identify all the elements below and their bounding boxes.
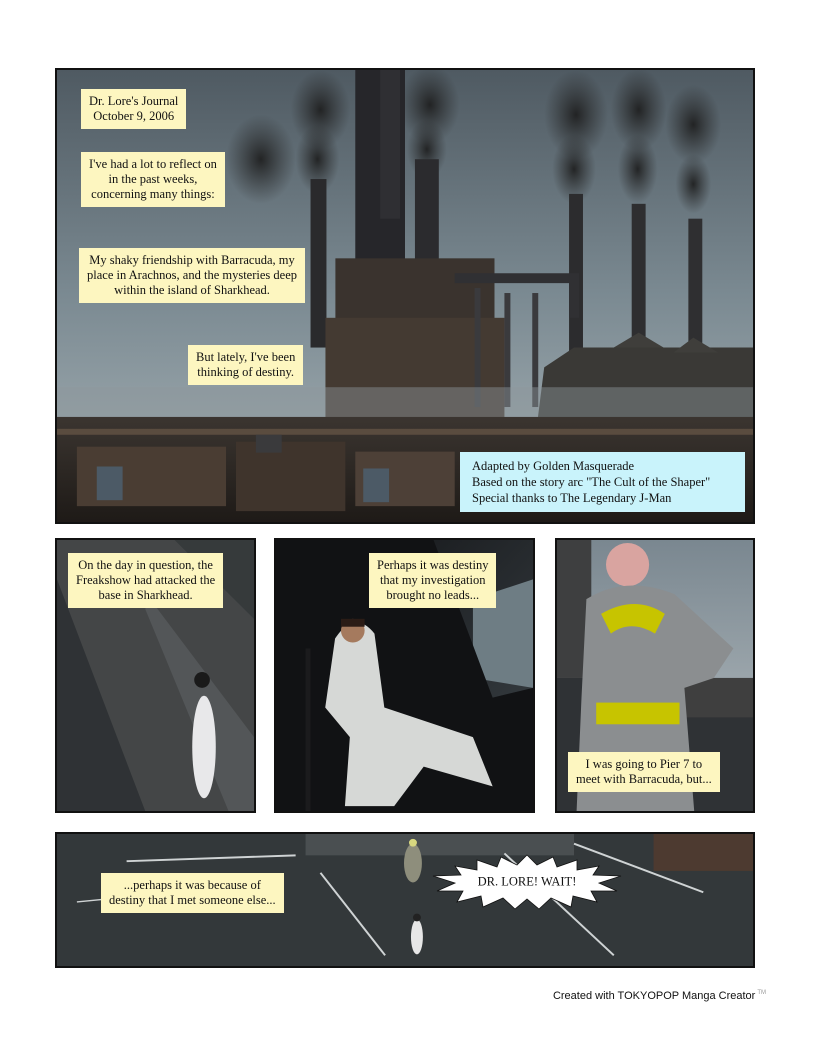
panel-3 [274, 538, 535, 813]
panel-2 [55, 538, 256, 813]
pier-caption: I was going to Pier 7 to meet with Barracuda, but... [568, 752, 720, 792]
footer-credit [553, 990, 766, 1002]
freakshow-caption: On the day in question, the Freakshow had attacked the base in Sharkhead. [68, 553, 223, 608]
reflect-caption: I've had a lot to reflect on in the past weeks, concerning many things: [81, 152, 225, 207]
met-someone-caption: ...perhaps it was because of destiny that I met someone else... [101, 873, 284, 913]
credits-box: Adapted by Golden Masquerade Based on the story arc "The Cult of the Shaper" Special thanks to The Legendary J-Man [460, 452, 745, 512]
friendship-caption: My shaky friendship with Barracuda, my place in Arachnos, and the mysteries deep within the island of Sharkhead. [79, 248, 305, 303]
footer-text: Created with TOKYOPOP Manga Creator [552, 990, 756, 1002]
shout-text: DR. LORE! WAIT! [477, 874, 577, 889]
investigation-caption: Perhaps it was destiny that my investigation brought no leads... [369, 553, 496, 608]
panel-1 [55, 68, 755, 524]
panel-4 [555, 538, 755, 813]
journal-caption: Dr. Lore's Journal October 9, 2006 [81, 89, 186, 129]
figure-dr-lore-p2 [192, 696, 216, 798]
shout-burst [427, 854, 627, 910]
panel-5 [55, 832, 755, 968]
destiny-caption: But lately, I've been thinking of destiny. [188, 345, 303, 385]
figure-dr-lore-p5 [411, 919, 423, 954]
trademark-mark: TM [757, 990, 766, 997]
figure-robed-p5 [404, 844, 422, 883]
